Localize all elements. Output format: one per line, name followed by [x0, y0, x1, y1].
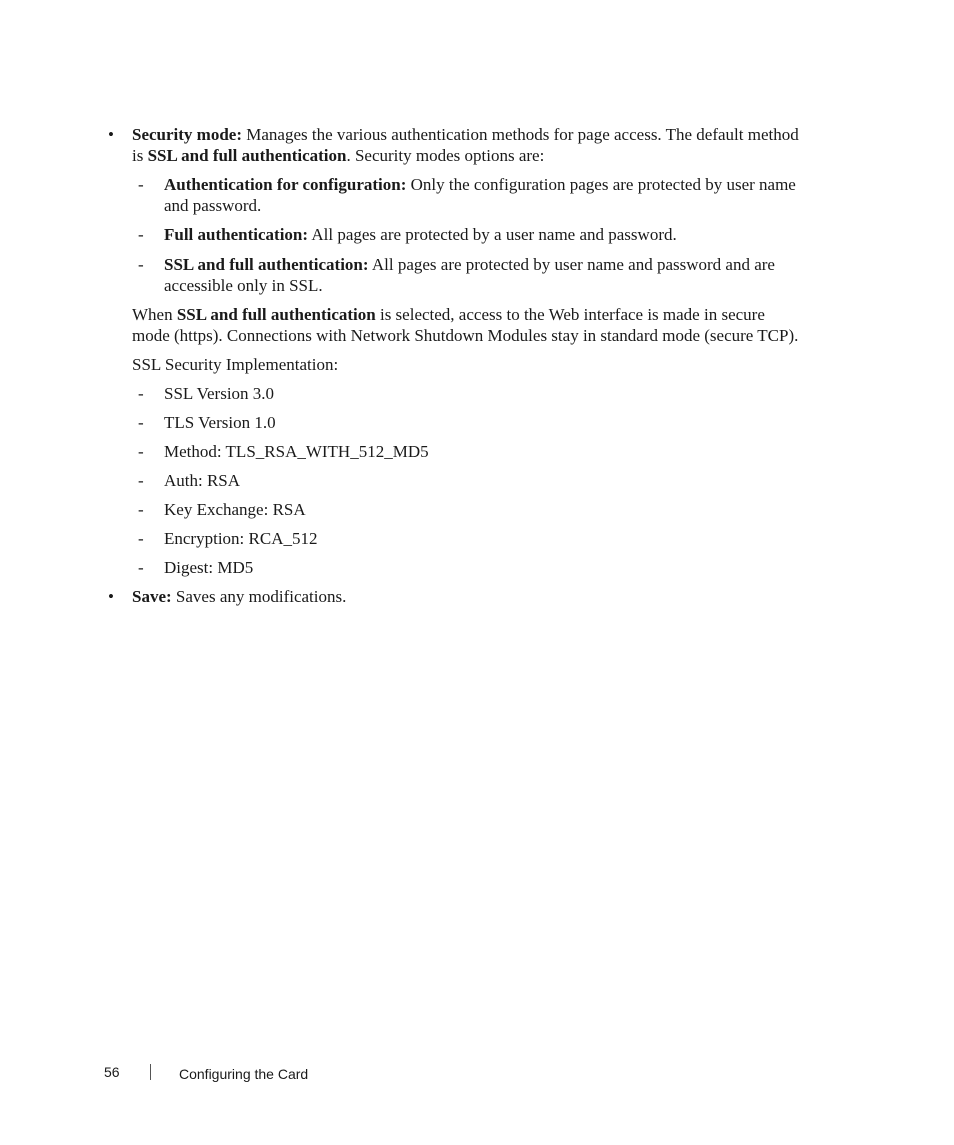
ssl-impl-item: Method: TLS_RSA_WITH_512_MD5 — [164, 442, 429, 461]
ssl-impl-dash: - — [138, 558, 144, 577]
ssl-impl-item: Auth: RSA — [164, 471, 241, 490]
ssl-impl-item: TLS Version 1.0 — [164, 413, 276, 432]
mode-auth-config-text: Only the configuration pages are protected by user name — [406, 175, 796, 194]
security-mode-text-1: Manages the various authentication methods for page access. The default method — [242, 125, 799, 144]
ssl-impl-item: Key Exchange: RSA — [164, 500, 306, 519]
security-mode-label: Security mode: — [132, 125, 243, 144]
mode-dash: - — [138, 225, 144, 244]
ssl-impl-dash: - — [138, 529, 144, 548]
mode-full-auth-label: Full authentication: — [164, 225, 309, 244]
mode-ssl-full-auth-text: All pages are protected by user name and password and are — [368, 255, 775, 274]
mode-auth-config-line-1 — [164, 174, 796, 195]
footer-section-title: Configuring the Card — [179, 1066, 309, 1082]
security-mode-text-2-suffix: . Security modes options are: — [346, 146, 545, 165]
save-text: Saves any modifications. — [171, 587, 347, 606]
mode-dash: - — [138, 175, 144, 194]
security-mode-line-1 — [132, 124, 799, 145]
mode-ssl-full-auth-label: SSL and full authentication: — [164, 255, 369, 274]
ssl-impl-dash: - — [138, 442, 144, 461]
ssl-impl-heading: SSL Security Implementation: — [132, 355, 339, 374]
security-mode-text-2-prefix: is — [132, 146, 148, 165]
mode-full-auth-line — [164, 224, 677, 245]
footer-separator — [150, 1064, 151, 1080]
ssl-impl-item: SSL Version 3.0 — [164, 384, 275, 403]
bullet-security-mode: • — [108, 125, 114, 144]
ssl-impl-dash: - — [138, 413, 144, 432]
ssl-impl-dash: - — [138, 500, 144, 519]
when-prefix: When — [132, 305, 177, 324]
when-bold: SSL and full authentication — [176, 305, 376, 324]
mode-full-auth-text: All pages are protected by a user name and password. — [308, 225, 677, 244]
mode-ssl-full-auth-line-1 — [164, 254, 775, 275]
security-mode-default: SSL and full authentication — [147, 146, 347, 165]
security-mode-line-2 — [132, 145, 544, 166]
mode-ssl-full-auth-line-2: accessible only in SSL. — [164, 276, 323, 295]
mode-dash: - — [138, 255, 144, 274]
ssl-impl-dash: - — [138, 384, 144, 403]
save-line — [132, 586, 346, 607]
page-number: 56 — [104, 1064, 120, 1080]
ssl-impl-item: Digest: MD5 — [164, 558, 254, 577]
bullet-save: • — [108, 587, 114, 606]
mode-auth-config-line-2: and password. — [164, 196, 262, 215]
when-paragraph-line-1 — [132, 304, 765, 325]
when-paragraph-line-2: mode (https). Connections with Network Shutdown Modules stay in standard mode (secure TCP). — [132, 326, 799, 345]
when-suffix: is selected, access to the Web interface is made in secure — [375, 305, 765, 324]
mode-auth-config-label: Authentication for configuration: — [164, 175, 407, 194]
save-label: Save: — [132, 587, 172, 606]
ssl-impl-item: Encryption: RCA_512 — [164, 529, 318, 548]
ssl-impl-dash: - — [138, 471, 144, 490]
